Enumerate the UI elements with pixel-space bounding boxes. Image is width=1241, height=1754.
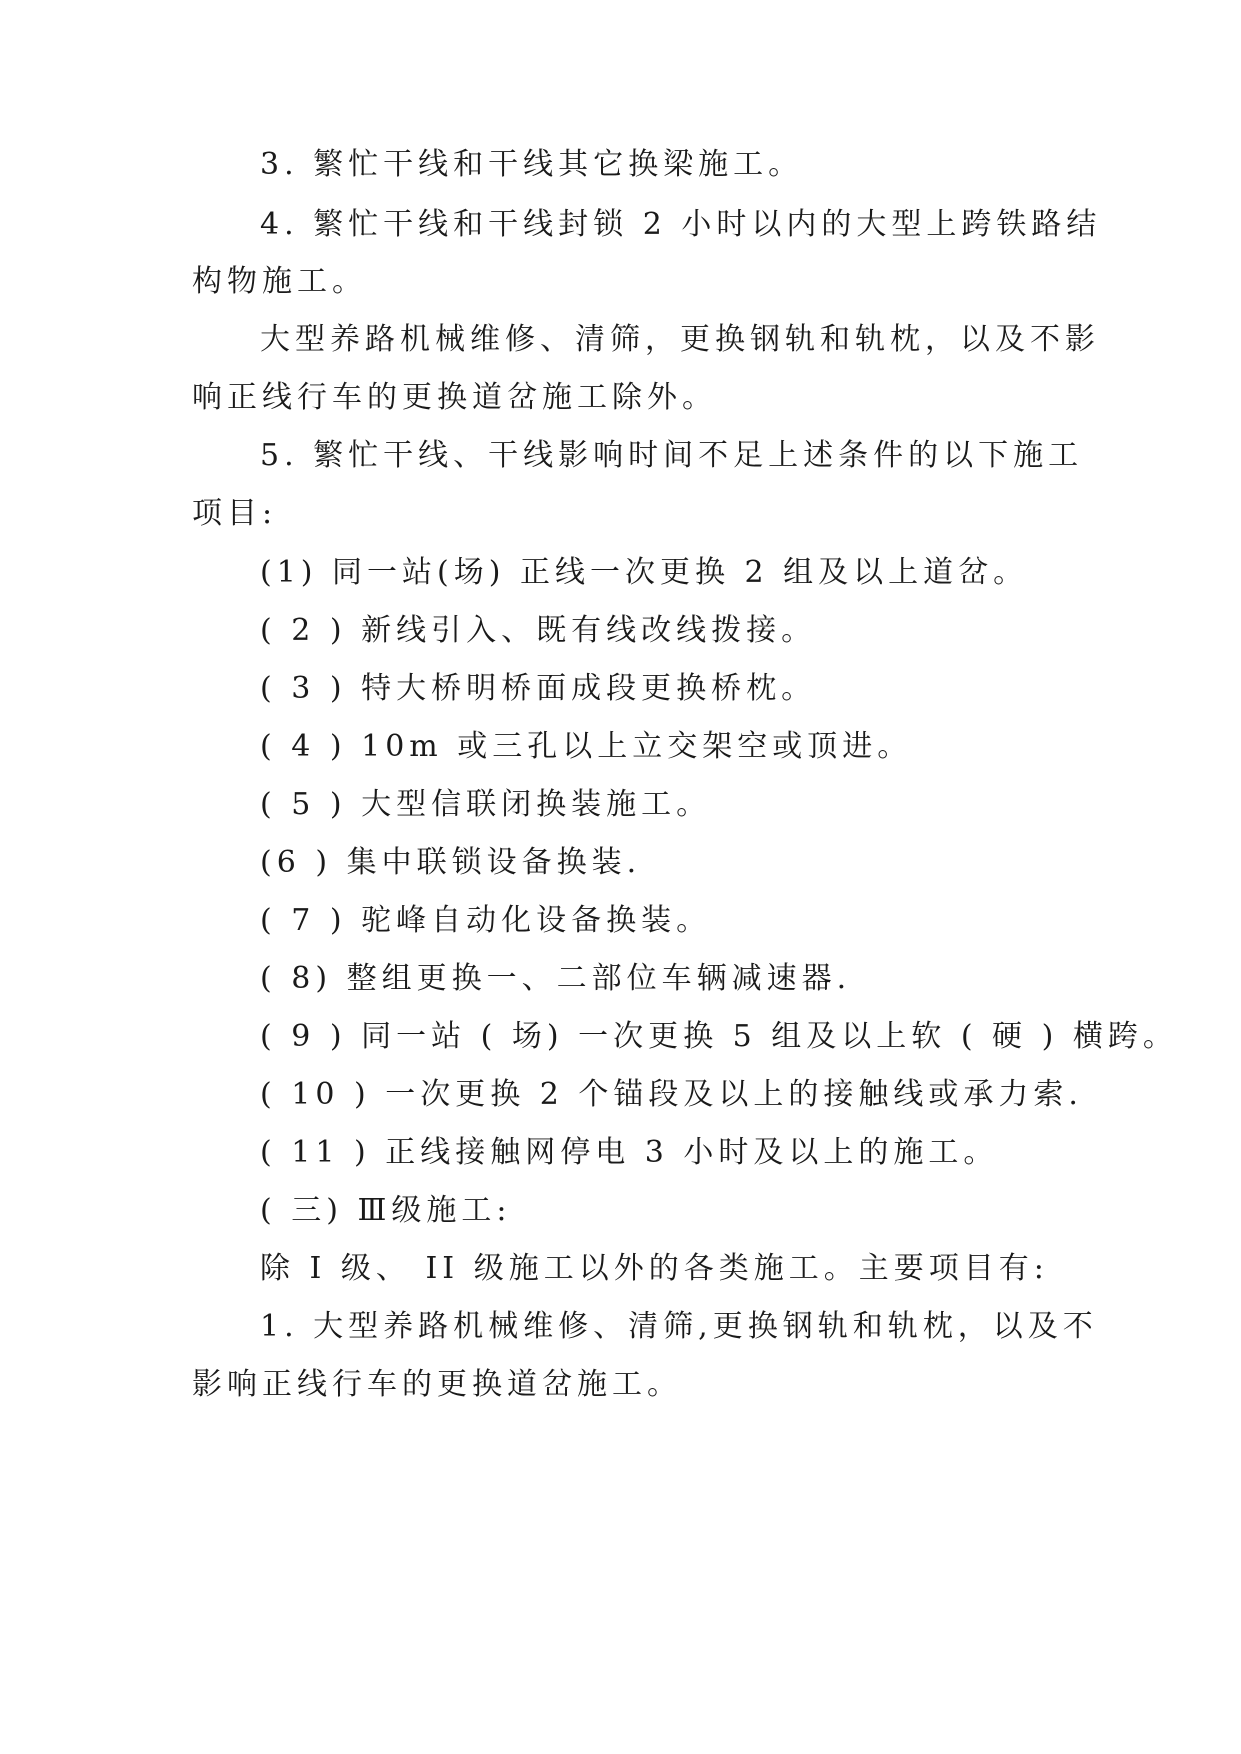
list-item: ( 10 ) 一次更换 2 个锚段及以上的接触线或承力索.	[260, 1077, 1083, 1112]
paragraph-line: 大型养路机械维修、清筛，更换钢轨和轨枕，以及不影	[260, 322, 1100, 357]
paragraph-line: 3. 繁忙干线和干线其它换梁施工。	[260, 147, 804, 182]
list-item: ( 4 ) 10m 或三孔以上立交架空或顶进。	[260, 729, 913, 764]
list-item: ( 3 ) 特大桥明桥面成段更换桥枕。	[260, 671, 817, 706]
paragraph-line: 1. 大型养路机械维修、清筛,更换钢轨和轨枕，以及不	[260, 1309, 1098, 1344]
list-item: ( 5 ) 大型信联闭换装施工。	[260, 787, 712, 822]
paragraph-line: 影响正线行车的更换道岔施工。	[192, 1367, 682, 1402]
list-item: (1) 同一站(场) 正线一次更换 2 组及以上道岔。	[260, 555, 1029, 590]
list-item: (6 ) 集中联锁设备换装.	[260, 845, 642, 880]
list-item: ( 11 ) 正线接触网停电 3 小时及以上的施工。	[260, 1135, 999, 1170]
list-item: ( 7 ) 驼峰自动化设备换装。	[260, 903, 712, 938]
list-item: ( 9 ) 同一站 ( 场) 一次更换 5 组及以上软 ( 硬 ) 横跨。	[260, 1019, 1178, 1054]
section-heading: ( 三) Ⅲ级施工:	[260, 1193, 512, 1228]
paragraph-line: 项目:	[192, 496, 278, 531]
list-item: ( 8) 整组更换一、二部位车辆减速器.	[260, 961, 852, 996]
paragraph-line: 5. 繁忙干线、干线影响时间不足上述条件的以下施工	[260, 438, 1084, 473]
paragraph-line: 响正线行车的更换道岔施工除外。	[192, 380, 717, 415]
paragraph-line: 4. 繁忙干线和干线封锁 2 小时以内的大型上跨铁路结	[260, 207, 1102, 242]
list-item: ( 2 ) 新线引入、既有线改线拨接。	[260, 613, 817, 648]
paragraph-line: 构物施工。	[192, 264, 367, 299]
paragraph-line: 除 I 级、 II 级施工以外的各类施工。主要项目有:	[260, 1251, 1049, 1286]
